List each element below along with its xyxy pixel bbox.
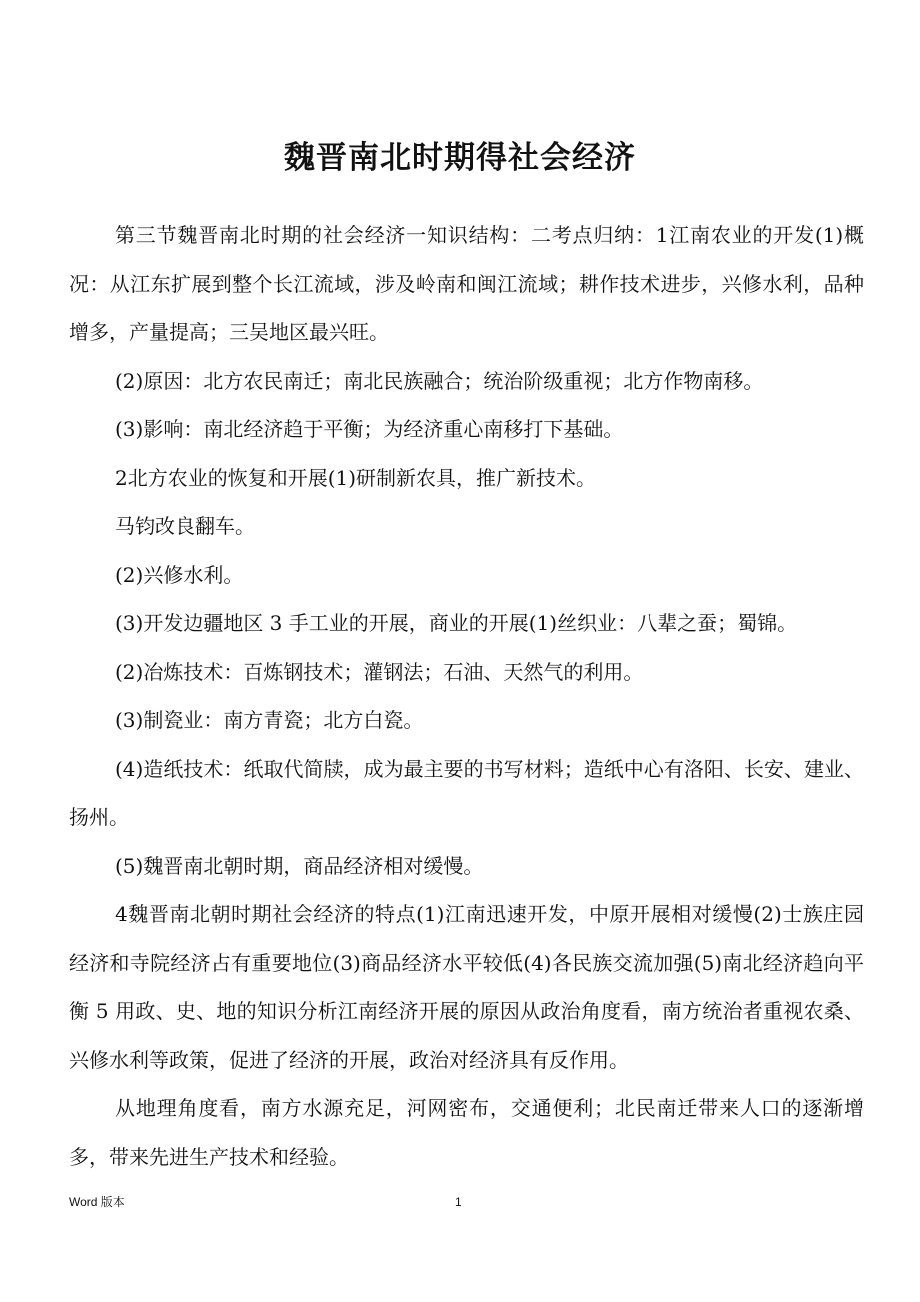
paragraph-majun: 马钧改良翻车。 (115, 514, 255, 538)
paragraph-impact: (3)影响：南北经济趋于平衡；为经济重心南移打下基础。 (115, 417, 624, 441)
paragraph-causes: (2)原因：北方农民南迁；南北民族融合；统治阶级重视；北方作物南移。 (115, 368, 764, 393)
paragraph-porcelain: (3)制瓷业：南方青瓷；北方白瓷。 (115, 708, 424, 732)
paragraph-papermaking: (4)造纸技术：纸取代简牍，成为最主要的书写材料；造纸中心有洛阳、长安、建业、扬州。 (69, 756, 864, 829)
paragraph-water-conservancy: (2)兴修水利。 (115, 562, 244, 587)
paragraph-handicraft: (3)开发边疆地区 3 手工业的开展，商业的开展(1)丝织业：八辈之蚕；蜀锦。 (115, 611, 798, 635)
footer-label: Word 版本 (69, 1195, 125, 1209)
paragraph-knowledge-structure: 第三节魏晋南北时期的社会经济一知识结构：二考点归纳：1江南农业的开发(1)概况：从江东扩展到整个长江流域，涉及岭南和闽江流域；耕作技术进步，兴修水利，品种增多，产量提高；三吴地区最兴旺。 (69, 223, 864, 344)
paragraph-geography: 从地理角度看，南方水源充足，河网密布，交通便利；北民南迁带来人口的逐渐增多，带来先进生产技术和经验。 (69, 1096, 864, 1169)
paragraph-north-agriculture: 2北方农业的恢复和开展(1)研制新农具，推广新技术。 (115, 465, 597, 490)
document-body (69, 211, 864, 1181)
paragraph-smelting: (2)冶炼技术：百炼钢技术；灌钢法；石油、天然气的利用。 (115, 659, 644, 684)
paragraph-characteristics: 4魏晋南北朝时期社会经济的特点(1)江南迅速开发，中原开展相对缓慢(2)士族庄园经济和寺院经济占有重要地位(3)商品经济水平较低(4)各民族交流加强(5)南北经济趋向平衡 5 用政、史、地的知识分析江南经济开展的原因从政治角度看，南方统治者重视农桑、兴修水利等政策，促进了经济的开展，政治对经济具有反作用。 (69, 902, 864, 1072)
document-title: 魏晋南北时期得社会经济 (284, 140, 636, 176)
page-number: 1 (455, 1195, 462, 1209)
paragraph-commodity-economy: (5)魏晋南北朝时期，商品经济相对缓慢。 (115, 853, 484, 878)
